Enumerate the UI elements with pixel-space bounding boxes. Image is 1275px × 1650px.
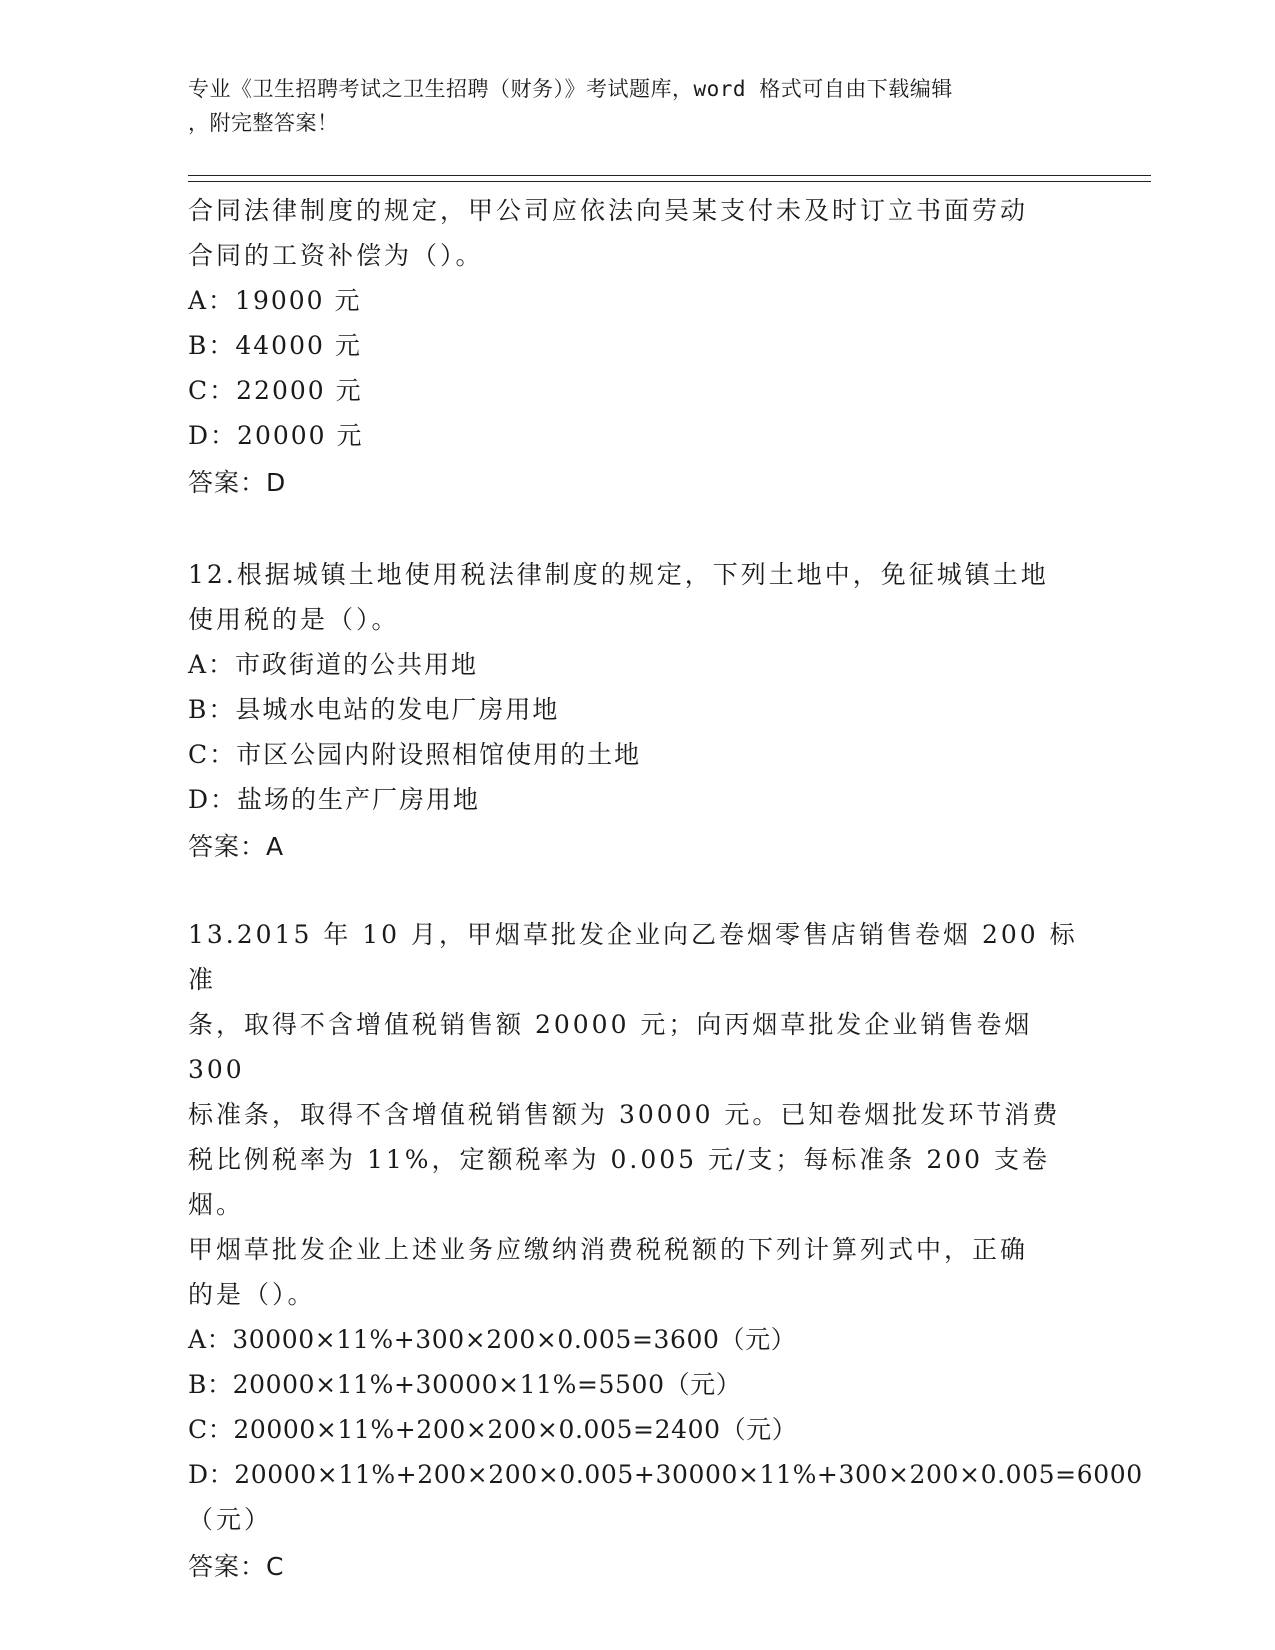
question-text-line: 税比例税率为 11%，定额税率为 0.005 元/支；每标准条 200 支卷烟。 [188, 1145, 1051, 1219]
header-divider-top [188, 175, 1151, 176]
option-d: D：20000 元 [188, 421, 364, 450]
option-d-continuation: （元） [188, 1505, 273, 1534]
question-text-line: 的是（）。 [188, 1280, 316, 1309]
question-13 [188, 912, 1143, 1589]
question-text-line: 甲烟草批发企业上述业务应缴纳消费税税额的下列计算列式中，正确 [188, 1235, 1029, 1264]
header-line-1: 专业《卫生招聘考试之卫生招聘（财务）》考试题库，word 格式可自由下载编辑 [188, 77, 953, 101]
option-d: D：20000×11%+200×200×0.005+30000×11%+300×200×0.005=6000 [188, 1460, 1143, 1489]
header-line-2: ，附完整答案！ [188, 111, 339, 135]
option-b: B：县城水电站的发电厂房用地 [188, 695, 560, 724]
answer: 答案：A [188, 832, 285, 861]
option-d: D：盐场的生产厂房用地 [188, 785, 481, 814]
question-text-line: 合同法律制度的规定，甲公司应依法向吴某支付未及时订立书面劳动 [188, 196, 1029, 225]
option-c: C：22000 元 [188, 376, 363, 405]
question-text-line: 12.根据城镇土地使用税法律制度的规定，下列土地中，免征城镇土地 [188, 560, 1049, 589]
question-12 [188, 552, 1088, 869]
answer: 答案：C [188, 1552, 285, 1581]
answer: 答案：D [188, 468, 287, 497]
option-c: C：20000×11%+200×200×0.005=2400（元） [188, 1415, 798, 1444]
option-b: B：20000×11%+30000×11%=5500（元） [188, 1370, 742, 1399]
document-header [188, 72, 1068, 140]
option-b: B：44000 元 [188, 331, 362, 360]
option-c: C：市区公园内附设照相馆使用的土地 [188, 740, 642, 769]
question-text-line: 13.2015 年 10 月，甲烟草批发企业向乙卷烟零售店销售卷烟 200 标准 [188, 920, 1078, 994]
question-text-line: 合同的工资补偿为（）。 [188, 241, 484, 270]
option-a: A：30000×11%+300×200×0.005=3600（元） [188, 1325, 797, 1354]
question-text-line: 条，取得不含增值税销售额 20000 元；向丙烟草批发企业销售卷烟 300 [188, 1010, 1033, 1084]
option-a: A：19000 元 [188, 286, 362, 315]
question-text-line: 使用税的是（）。 [188, 605, 400, 634]
option-a: A：市政街道的公共用地 [188, 650, 479, 679]
header-divider-bottom [188, 181, 1151, 182]
question-11 [188, 188, 1088, 505]
question-text-line: 标准条，取得不含增值税销售额为 30000 元。已知卷烟批发环节消费 [188, 1100, 1061, 1129]
